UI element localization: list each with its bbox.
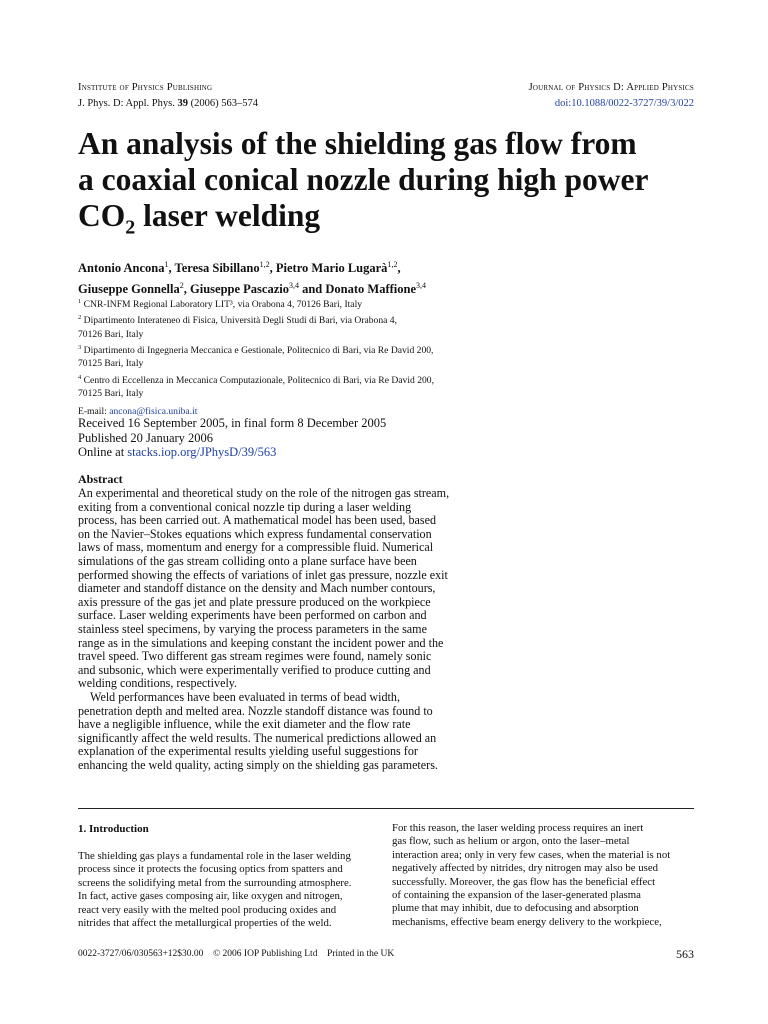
abstract-para-2	[78, 691, 488, 773]
author-name: Giuseppe Pascazio	[190, 282, 289, 297]
affiliation-number: 2	[78, 314, 82, 322]
intro-right-paragraph	[392, 822, 694, 929]
email-label: E-mail:	[78, 406, 107, 418]
author-separator: ,	[183, 282, 191, 297]
abstract-body	[78, 487, 488, 772]
title-line-1: An analysis of the shielding gas flow from	[78, 126, 637, 161]
abstract-line: on the Navier–Stokes equations which express fundamental conservation	[78, 526, 432, 541]
intro-line: gas flow, such as helium or argon, onto the laser–metal	[392, 835, 630, 848]
published-date: Published 20 January 2006	[78, 430, 214, 445]
section-divider	[78, 808, 694, 809]
abstract-line: and subsonic, which were experimentally verified to produce cutting and	[78, 662, 431, 677]
author-name: Teresa Sibillano	[174, 261, 260, 276]
intro-line: negatively affected by nitrides, dry nitrogen may also be used	[392, 862, 659, 875]
abstract-line: axis pressure of the gas jet and plate pressure produced on the workpiece	[78, 594, 431, 609]
intro-line: For this reason, the laser welding process requires an inert	[392, 822, 644, 834]
intro-line: nitrides that affect the metallurgical properties of the weld.	[78, 917, 332, 930]
abstract-line: exiting from a conventional conical nozzle tip during a laser welding	[78, 499, 412, 514]
intro-line: screens the solidifying metal from the surrounding atmosphere.	[78, 876, 352, 889]
affiliation-line	[78, 295, 508, 311]
citation-prefix: J. Phys. D: Appl. Phys.	[78, 98, 175, 109]
author-affil-ref: 3,4	[416, 281, 427, 291]
intro-line: In fact, active gases composing air, like oxygen and nitrogen,	[78, 890, 343, 903]
author-name: Pietro Mario Lugarà	[275, 261, 388, 276]
intro-line: mechanisms, effective beam energy delivery to the workpiece,	[392, 915, 662, 928]
intro-line: of containing the expansion of the laser-generated plasma	[392, 889, 641, 902]
email-link[interactable]: ancona@fisica.uniba.it	[109, 406, 198, 418]
abstract-line: simulations of the gas stream colliding onto a plane surface have been	[78, 553, 417, 568]
affiliation-text: Centro di Eccellenza in Meccanica Computazionale, Politecnico di Bari, via Re David 200,	[83, 374, 434, 386]
intro-line: react very easily with the melted pool producing oxides and	[78, 903, 337, 916]
affiliation-text: Dipartimento di Ingegneria Meccanica e Gestionale, Politecnico di Bari, via Re David 200,	[83, 345, 434, 357]
affiliation-text: Dipartimento Interateneo di Fisica, Università Degli Studi di Bari, via Orabona 4,	[83, 315, 397, 327]
abstract-para-1	[78, 487, 488, 691]
abstract-line: Weld performances have been evaluated in terms of bead width,	[90, 689, 400, 704]
author-name: Antonio Ancona	[78, 261, 165, 276]
title-subscript: 2	[125, 216, 136, 239]
abstract-line: surface. Laser welding experiments have been performed on carbon and	[78, 608, 427, 623]
author-affil-ref: 1,2	[387, 260, 398, 269]
author-separator: and	[298, 282, 326, 297]
abstract-line: stainless steel specimens, by varying the process parameters in the same	[78, 621, 427, 636]
intro-line: The shielding gas plays a fundamental role in the laser welding	[78, 850, 351, 862]
citation-volume: 39	[177, 98, 188, 109]
doi-link[interactable]: doi:10.1088/0022-3727/39/3/022	[554, 98, 694, 109]
journal-name: Journal of Physics D: Applied Physics	[528, 82, 694, 93]
intro-right-column	[392, 822, 694, 929]
title-line-2: a coaxial conical nozzle during high power	[78, 162, 649, 197]
online-line	[78, 445, 508, 460]
abstract-line: have a negligible influence, while the exit diameter and the flow rate	[78, 717, 411, 732]
abstract-line: process, has been carried out. A mathematical model has been used, based	[78, 513, 436, 528]
affiliation-number: 1	[78, 298, 82, 305]
author-name: Donato Maffione	[325, 282, 417, 297]
online-label: Online at	[78, 445, 125, 459]
affiliation-number: 3	[78, 343, 82, 351]
title-co: CO	[78, 198, 126, 233]
intro-line: interaction area; only in very few cases, when the material is not	[392, 848, 671, 861]
abstract-line: explanation of the experimental results yielding useful suggestions for	[78, 744, 418, 759]
abstract-line: An experimental and theoretical study on the role of the nitrogen gas stream,	[78, 486, 450, 500]
abstract-line: range as in the simulations and keeping constant the incident power and the	[78, 635, 444, 650]
author-separator: ,	[168, 261, 175, 276]
citation	[78, 98, 258, 109]
publisher-name: Institute of Physics Publishing	[78, 82, 213, 93]
abstract-heading: Abstract	[78, 472, 123, 486]
affiliation-text: 70125 Bari, Italy	[78, 358, 144, 370]
page-number: 563	[676, 947, 694, 961]
abstract-line: significantly affect the weld results. The numerical predictions allowed an	[78, 730, 437, 745]
affiliation-text: 70126 Bari, Italy	[78, 328, 144, 340]
affiliation-text: CNR-INFM Regional Laboratory LIT³, via Orabona 4, 70126 Bari, Italy	[83, 299, 363, 311]
intro-heading: 1. Introduction	[78, 823, 149, 835]
publication-dates	[78, 416, 508, 460]
title-line-3	[78, 198, 321, 239]
affiliation-line	[78, 387, 508, 400]
affiliation-line	[78, 311, 508, 327]
footer-printed: Printed in the UK	[326, 949, 395, 959]
footer-copyright: © 2006 IOP Publishing Ltd	[212, 949, 318, 959]
abstract-line: penetration depth and melted area. Nozzle standoff distance was found to	[78, 703, 433, 718]
intro-line: successfully. Moreover, the gas flow has the beneficial effect	[392, 875, 656, 888]
author-separator: ,	[397, 261, 401, 276]
abstract-line: enhancing the weld quality, acting simply on the shielding gas parameters.	[78, 757, 438, 772]
footer-code: 0022-3727/06/030563+12$30.00	[78, 949, 204, 959]
intro-left-column	[78, 850, 380, 930]
author-affil-ref: 1,2	[259, 260, 270, 269]
abstract-line: performed showing the effects of variations of inlet gas pressure, nozzle exit	[78, 567, 448, 582]
affiliation-text: 70125 Bari, Italy	[78, 387, 144, 399]
author-affil-ref: 3,4	[288, 281, 299, 291]
affiliation-list	[78, 295, 508, 418]
title-laser-welding: laser welding	[135, 198, 321, 233]
abstract-line: travel speed. Two different gas stream regimes were found, namely sonic	[78, 649, 432, 664]
affiliation-line	[78, 357, 508, 370]
author-separator: ,	[269, 261, 276, 276]
intro-line: process since it protects the focusing optics from spatters and	[78, 863, 343, 876]
page-footer	[78, 949, 394, 959]
affiliation-line	[78, 371, 508, 387]
citation-pages: (2006) 563–574	[190, 98, 258, 109]
affiliation-line	[78, 328, 508, 341]
intro-line: plume that may inhibit, due to defocusing and absorption	[392, 902, 639, 915]
received-date: Received 16 September 2005, in final form 8 December 2005	[78, 416, 387, 430]
abstract-line: welding conditions, respectively.	[78, 676, 238, 691]
paper-title	[78, 126, 718, 245]
author-list	[78, 256, 718, 298]
author-name: Giuseppe Gonnella	[78, 282, 180, 297]
abstract-line: laws of mass, momentum and energy for a compressible fluid. Numerical	[78, 540, 434, 555]
affiliation-number: 4	[78, 373, 82, 381]
abstract-line: diameter and standoff distance on the density and Mach number contours,	[78, 581, 436, 596]
affiliation-line	[78, 341, 508, 357]
online-link[interactable]: stacks.iop.org/JPhysD/39/563	[127, 445, 277, 459]
author-affil-ref: 2	[179, 281, 184, 291]
intro-left-paragraph	[78, 850, 380, 930]
author-affil-ref: 1	[164, 260, 169, 269]
